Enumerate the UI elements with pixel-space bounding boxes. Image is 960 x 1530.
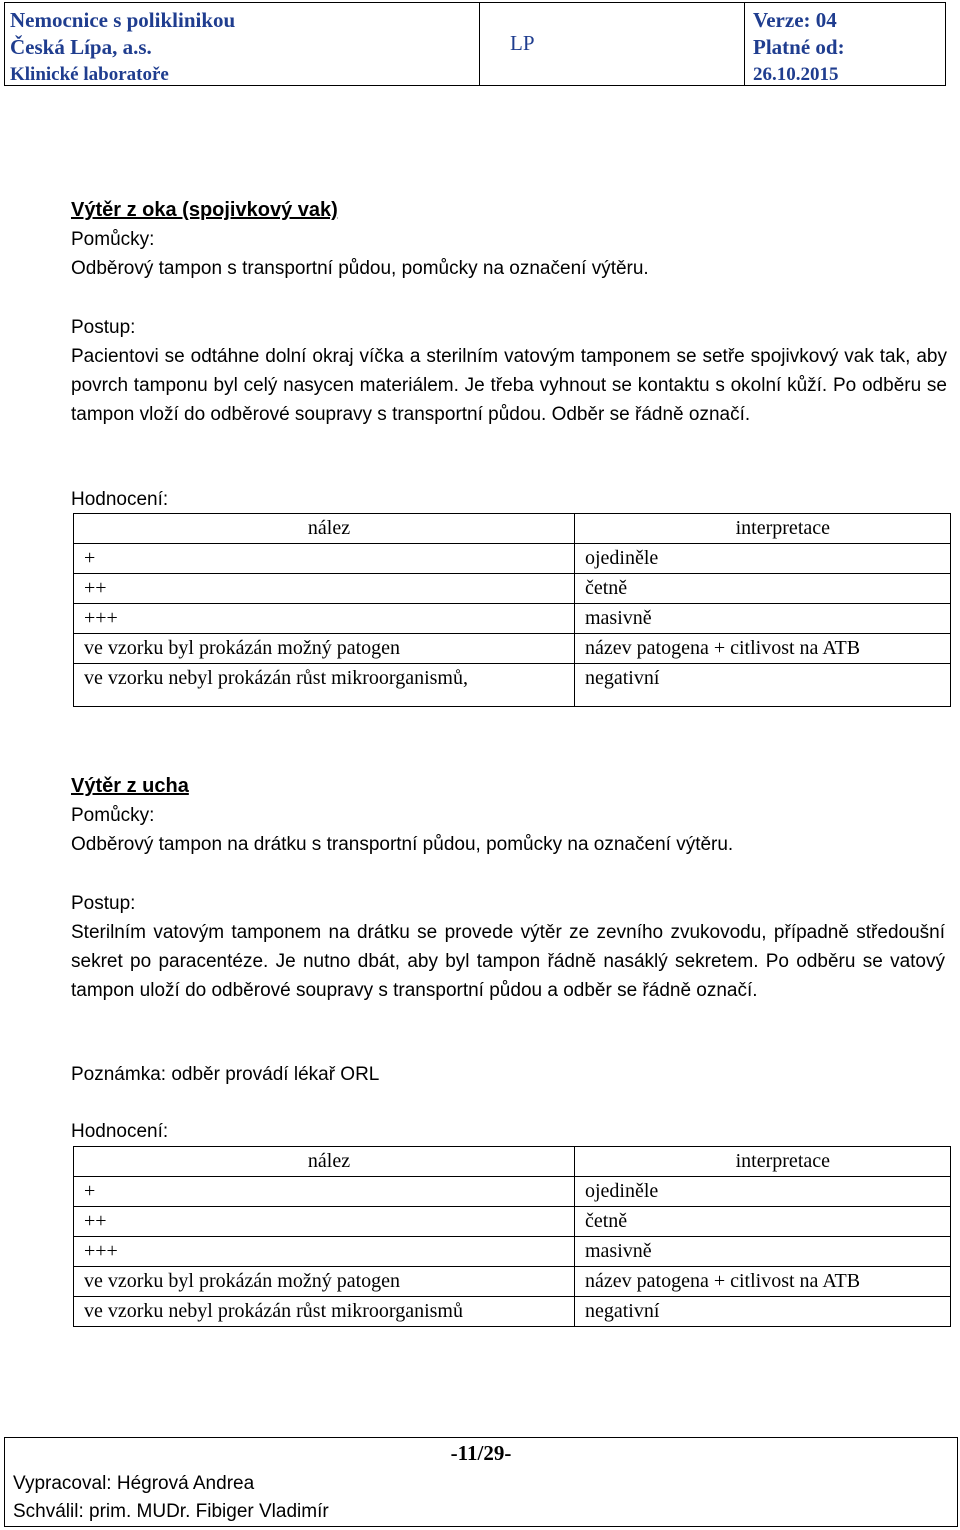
section-eye-swab [71, 196, 951, 283]
header-organization [5, 3, 480, 85]
procedure-text: Pacientovi se odtáhne dolní okraj víčka a sterilním vatovým tamponem se setře spojivkový vak tak, aby povrch tamponu byl celý nasycen materiálem. Je třeba vyhnout se kontaktu s okolní kůží. Po odběru se tampon vloží do odběrové soupravy s transportní půdou. Odběr se řádně označí. [71, 346, 947, 425]
section-ear-swab [71, 772, 951, 859]
finding-cell: ve vzorku nebyl prokázán růst mikroorganismů [74, 1297, 575, 1327]
table-row [74, 544, 951, 574]
col-finding-header: nález [74, 1147, 575, 1177]
interpretation-cell: masivně [575, 604, 951, 634]
table-row [74, 1297, 951, 1327]
org-location: Česká Lípa, a.s. [10, 35, 152, 59]
interpretation-cell: četně [575, 1207, 951, 1237]
finding-cell: +++ [74, 604, 575, 634]
interpretation-cell: negativní [575, 1297, 951, 1327]
note: Poznámka: odběr provádí lékař ORL [71, 1064, 380, 1085]
finding-cell: ve vzorku byl prokázán možný patogen [74, 634, 575, 664]
tools-text: Odběrový tampon s transportní půdou, pomůcky na označení výtěru. [71, 258, 649, 279]
interpretation-cell: název patogena + citlivost na ATB [575, 634, 951, 664]
col-finding-header: nález [74, 514, 575, 544]
col-interpretation-header: interpretace [575, 514, 951, 544]
procedure-label: Postup: [71, 893, 136, 914]
tools-label: Pomůcky: [71, 805, 155, 826]
document-header [4, 2, 946, 86]
table-row [74, 1177, 951, 1207]
finding-cell: ve vzorku nebyl prokázán růst mikroorganismů, [74, 664, 575, 707]
procedure-text: Sterilním vatovým tamponem na drátku se provede výtěr ze zevního zvukovodu, případně středoušní sekret po paracentéze. Je nutno dbát, aby byl tampon řádně nasáklý sekretem. Po odběru se vatový tampon uloží do odběrové soupravy s transportní půdou a odběr se řádně označí. [71, 922, 945, 1001]
interpretation-cell: ojediněle [575, 544, 951, 574]
approved-by: Schválil: prim. MUDr. Fibiger Vladimír [13, 1501, 329, 1522]
interpretation-cell: četně [575, 574, 951, 604]
table-row [74, 1267, 951, 1297]
tools-label: Pomůcky: [71, 229, 155, 250]
page-number: -11/29- [450, 1441, 512, 1465]
col-interpretation-header: interpretace [575, 1147, 951, 1177]
interpretation-cell: název patogena + citlivost na ATB [575, 1267, 951, 1297]
tools-text: Odběrový tampon na drátku s transportní půdou, pomůcky na označení výtěru. [71, 834, 734, 855]
document-footer [4, 1437, 958, 1527]
table-row [74, 604, 951, 634]
doc-type-label: LP [510, 31, 535, 55]
valid-from-date: 26.10.2015 [753, 64, 839, 85]
finding-cell: + [74, 544, 575, 574]
table-row [74, 574, 951, 604]
interpretation-cell: negativní [575, 664, 951, 707]
procedure-block [71, 313, 947, 429]
interpretation-cell: masivně [575, 1237, 951, 1267]
section-title: Výtěr z oka (spojivkový vak) [71, 199, 338, 221]
header-version [745, 3, 945, 85]
eval-label: Hodnocení: [71, 1121, 169, 1142]
evaluation-table [73, 1146, 951, 1327]
section-title: Výtěr z ucha [71, 775, 189, 797]
procedure-label: Postup: [71, 317, 136, 338]
header-doc-type [480, 3, 745, 85]
table-row [74, 634, 951, 664]
org-name: Nemocnice s poliklinikou [10, 8, 236, 32]
prepared-by: Vypracoval: Hégrová Andrea [13, 1473, 255, 1494]
org-department: Klinické laboratoře [10, 64, 169, 85]
finding-cell: ++ [74, 1207, 575, 1237]
table-row [74, 1237, 951, 1267]
finding-cell: ve vzorku byl prokázán možný patogen [74, 1267, 575, 1297]
evaluation-table [73, 513, 951, 707]
version-label: Verze: 04 [753, 8, 837, 32]
finding-cell: + [74, 1177, 575, 1207]
footer-signatures [13, 1470, 329, 1526]
table-row [74, 664, 951, 707]
finding-cell: +++ [74, 1237, 575, 1267]
eval-label: Hodnocení: [71, 489, 169, 510]
valid-from-label: Platné od: [753, 35, 845, 59]
interpretation-cell: ojediněle [575, 1177, 951, 1207]
procedure-block [71, 889, 945, 1005]
finding-cell: ++ [74, 574, 575, 604]
table-row [74, 1207, 951, 1237]
